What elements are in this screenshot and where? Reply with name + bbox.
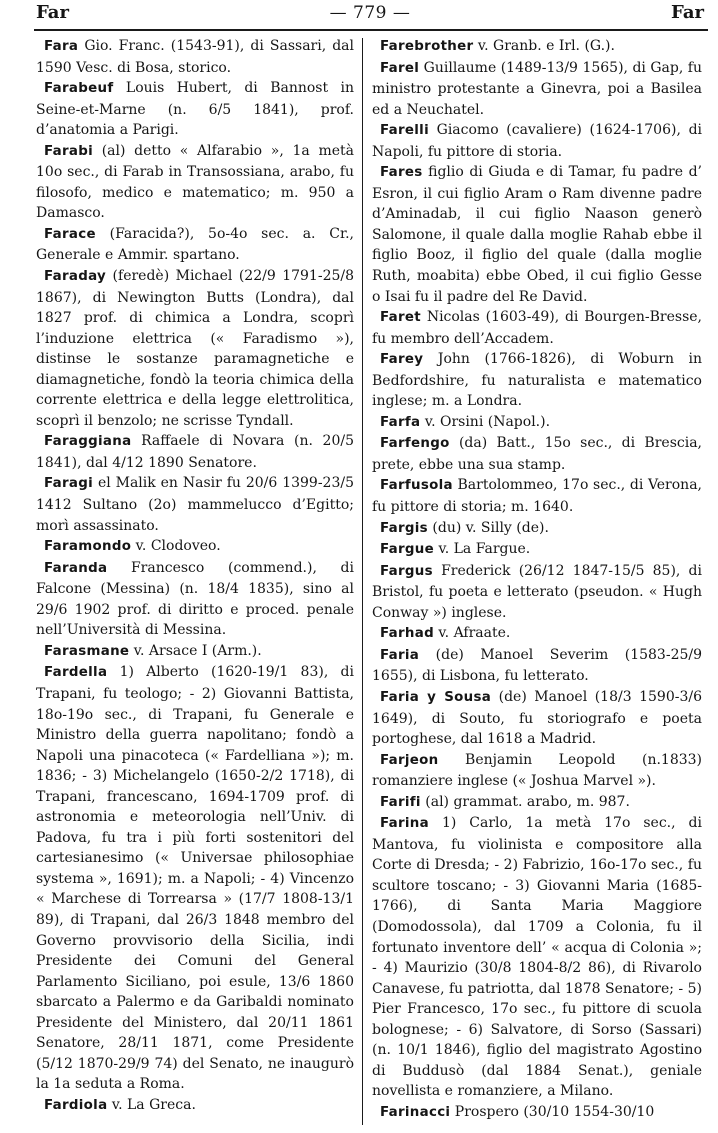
dictionary-entry bbox=[372, 645, 702, 687]
entry-text: (de) Manoel Severim (1583-25/9 1655), di Lisbona, fu letterato. bbox=[372, 646, 703, 685]
entry-text: (Faracida?), 5o-4o sec. a. Cr., Generale e Ammir. spartano. bbox=[36, 225, 355, 264]
entry-text: John (1766-1826), di Woburn in Bedfordshire, fu naturalista e matematico inglese; m. a Londra. bbox=[372, 351, 703, 410]
entry-text: Louis Hubert, di Bannost in Seine-et-Marne (n. 6/5 1841), prof. d’anatomia a Parigi. bbox=[36, 80, 355, 139]
dictionary-entry bbox=[372, 433, 702, 475]
dictionary-entry bbox=[372, 750, 702, 792]
dictionary-entry bbox=[36, 431, 354, 473]
entry-headword: Faranda bbox=[44, 560, 108, 576]
entry-text: Raffaele di Novara (n. 20/5 1841), dal 4/12 1890 Senatore. bbox=[36, 433, 354, 471]
entry-headword: Faraggiana bbox=[44, 434, 132, 450]
entry-text: v. Afraate. bbox=[438, 625, 511, 642]
entry-text: Benjamin Leopold (n.1833) romanziere inglese (« Joshua Marvel »). bbox=[372, 751, 703, 790]
dictionary-entry bbox=[372, 475, 702, 517]
entry-headword: Fargue bbox=[380, 542, 435, 558]
entry-text: (feredè) Michael (22/9 1791-25/8 1867), di Newington Butts (Londra), dal 1827 prof. di chimica a Londra, scoprì l’induzione elettrica (« Faradismo »), distinse le sostanze paramagnetiche e diamagnetiche, fondò la teoria chimica della corrente elettrica e della legge elettrolitica, scoprì il benzolo; ne scrisse Tyndall. bbox=[36, 268, 355, 429]
entry-headword: Farjeon bbox=[380, 752, 439, 768]
entry-text: el Malik en Nasir fu 20/6 1399-23/5 1412 Sultano (2o) mammelucco d’Egitto; morì assassinato. bbox=[36, 475, 354, 534]
dictionary-entry bbox=[372, 58, 702, 121]
dictionary-entry bbox=[36, 36, 354, 78]
dictionary-entry bbox=[372, 518, 702, 540]
dictionary-entry bbox=[36, 224, 354, 266]
entry-headword: Fardiola bbox=[44, 1097, 108, 1113]
entry-text: Gio. Franc. (1543-91), di Sassari, dal 1590 Vesc. di Bosa, storico. bbox=[36, 38, 354, 76]
entry-text: Giacomo (cavaliere) (1624-1706), di Napoli, fu pittore di storia. bbox=[372, 122, 703, 160]
dictionary-entry bbox=[36, 266, 354, 431]
entry-headword: Faret bbox=[380, 310, 421, 326]
entry-text: (al) detto « Alfarabio », 1a metà 10o sec., di Farab in Transossiana, arabo, fu filosofo, medico e matematico; m. 950 a Damasco. bbox=[36, 142, 354, 222]
entry-headword: Fargus bbox=[380, 563, 433, 579]
dictionary-entry bbox=[372, 687, 702, 750]
entry-text: Francesco (commend.), di Falcone (Messina) (n. 18/4 1835), sino al 29/6 1902 prof. di diritto e proced. penale nell’Università di Messina. bbox=[36, 559, 354, 639]
entry-headword: Farel bbox=[380, 60, 420, 76]
dictionary-entry bbox=[36, 662, 354, 1094]
entry-headword: Farfusola bbox=[380, 478, 453, 494]
entry-headword: Farina bbox=[380, 816, 429, 832]
left-column bbox=[36, 36, 354, 1116]
entry-text: Prospero (30/10 1554-30/10 bbox=[454, 1103, 655, 1120]
entry-text: Frederick (26/12 1847-15/5 85), di Bristol, fu poeta e letterato (pseudon. « Hugh Conway ») inglese. bbox=[372, 562, 702, 621]
dictionary-entry bbox=[36, 78, 354, 141]
header-rule bbox=[34, 29, 708, 31]
dictionary-entry bbox=[372, 561, 702, 624]
entry-headword: Farabeuf bbox=[44, 81, 114, 97]
entry-text: (al) grammat. arabo, m. 987. bbox=[425, 793, 630, 810]
entry-headword: Faramondo bbox=[44, 539, 132, 555]
entry-text: Guillaume (1489-13/9 1565), di Gap, fu ministro protestante a Ginevra, poi a Basilea ed a Neuchatel. bbox=[372, 59, 702, 118]
entry-headword: Farace bbox=[44, 226, 96, 242]
dictionary-entry bbox=[372, 1102, 702, 1124]
dictionary-entry bbox=[36, 1095, 354, 1117]
entry-headword: Farabi bbox=[44, 143, 94, 159]
dictionary-entry bbox=[372, 813, 702, 1102]
entry-text: v. Clodoveo. bbox=[135, 538, 221, 555]
dictionary-entry bbox=[372, 412, 702, 434]
entry-headword: Fara bbox=[44, 39, 79, 54]
header-left-word: Far bbox=[36, 2, 69, 23]
dictionary-entry bbox=[372, 792, 702, 814]
dictionary-entry bbox=[372, 36, 702, 58]
dictionary-entry bbox=[372, 162, 702, 307]
entry-headword: Farfengo bbox=[380, 436, 450, 452]
page-number: — 779 — bbox=[329, 3, 411, 23]
right-column bbox=[372, 36, 702, 1123]
dictionary-entry bbox=[36, 558, 354, 641]
dictionary-entry bbox=[372, 539, 702, 561]
dictionary-entry bbox=[36, 141, 354, 224]
entry-headword: Farfa bbox=[380, 414, 421, 430]
dictionary-entry bbox=[36, 536, 354, 558]
entry-headword: Fardella bbox=[44, 665, 108, 681]
entry-headword: Faria y Sousa bbox=[380, 689, 492, 705]
entry-headword: Faraday bbox=[44, 269, 107, 285]
dictionary-entry bbox=[372, 349, 702, 412]
column-divider bbox=[362, 38, 363, 1125]
entry-headword: Farasmane bbox=[44, 643, 130, 659]
entry-text: v. Granb. e Irl. (G.). bbox=[477, 38, 615, 54]
entry-headword: Farelli bbox=[380, 123, 429, 139]
entry-text: Nicolas (1603-49), di Bourgen-Bresse, fu membro dell’Accadem. bbox=[372, 309, 703, 347]
entry-headword: Fares bbox=[380, 165, 423, 181]
entry-text: (da) Batt., 15o sec., di Brescia, prete, ebbe una sua stamp. bbox=[372, 435, 702, 473]
entry-text: v. La Greca. bbox=[111, 1096, 196, 1113]
entry-headword: Farifi bbox=[380, 794, 421, 810]
entry-headword: Farebrother bbox=[380, 39, 474, 54]
entry-text: (du) v. Silly (de). bbox=[432, 519, 549, 536]
entry-text: figlio di Giuda e di Tamar, fu padre d’ Esron, il cui figlio Aram o Ram divenne padre d’Aminadab, il cui figlio Naason generò Salomone, il quale dalla moglie Rahab ebbe il figlio Booz, il figlio del quale (dalla moglie Ruth, moabita) ebbe Obed, il cui figlio Gesse o Isai fu il padre del Re David. bbox=[372, 164, 702, 305]
running-header bbox=[36, 2, 704, 26]
entry-headword: Farey bbox=[380, 352, 424, 368]
entry-headword: Farhad bbox=[380, 626, 434, 642]
entry-text: v. Orsini (Napol.). bbox=[424, 413, 551, 430]
entry-text: 1) Alberto (1620-19/1 83), di Trapani, fu teologo; - 2) Giovanni Battista, 18o-19o sec., di Trapani, fu Generale e Ministro della guerra napolitano; fondò a Napoli una pinacoteca (« Fardelliana »); m. 1836; - 3) Michelangelo (1650-2/2 1718), di Trapani, francescano, 1694-1709 prof. di astronomia e meteorologia nell’Univ. di Padova, fu tra i più forti sostenitori del cartesianesimo (« Universae philosophiae systema », 1691); m. a Napoli; - 4) Vincenzo « Marchese di Torrearsa » (17/7 1808-13/1 89), di Trapani, dal 26/3 1848 membro del Governo provvisorio della Sicilia, indi Presidente dei Comuni del General Parlamento Siciliano, poi esule, 13/6 1860 sbarcato a Palermo e da Garibaldi nominato Presidente del Ministero, dal 20/11 1861 Senatore, 28/11 1871, come Presidente (5/12 1870-29/9 74) del Senato, ne inaugurò la 1a seduta a Roma. bbox=[36, 664, 354, 1093]
entry-text: v. Arsace I (Arm.). bbox=[133, 642, 262, 659]
entry-text: v. La Fargue. bbox=[438, 541, 531, 558]
header-right-word: Far bbox=[671, 2, 704, 23]
entry-headword: Farinacci bbox=[380, 1104, 451, 1120]
dictionary-entry bbox=[372, 623, 702, 645]
entry-headword: Faria bbox=[380, 647, 420, 663]
entry-headword: Fargis bbox=[380, 520, 428, 536]
dictionary-entry bbox=[372, 120, 702, 162]
entry-text: (de) Manoel (18/3 1590-3/6 1649), di Souto, fu storiografo e poeta portoghese, dal 1618 a Madrid. bbox=[372, 688, 702, 748]
entry-headword: Faragi bbox=[44, 476, 94, 492]
dictionary-entry bbox=[36, 473, 354, 536]
dictionary-entry bbox=[36, 641, 354, 663]
entry-text: Bartolommeo, 17o sec., di Verona, fu pittore di storia; m. 1640. bbox=[372, 477, 702, 516]
dictionary-entry bbox=[372, 307, 702, 349]
entry-text: 1) Carlo, 1a metà 17o sec., di Mantova, fu violinista e compositore alla Corte di Dresda; - 2) Fabrizio, 16o-17o sec., fu scultore toscano; - 3) Giovanni Maria (1685-1766), di Santa Maria Maggiore (Domodossola), dal 1709 a Colonia, fu il fortunato inventore dell’ « acqua di Colonia »; - 4) Maurizio (30/8 1804-8/2 86), di Rivarolo Canavese, fu patriotta, dal 1878 Senatore; - 5) Pier Francesco, 17o sec., fu pittore di scuola bolognese; - 6) Salvatore, di Sorso (Sassari) (n. 10/1 1846), figlio del magistrato Agostino di Buddusò (dal 1884 Senat.), geniale novellista e romanziere, a Milano. bbox=[372, 815, 702, 1100]
